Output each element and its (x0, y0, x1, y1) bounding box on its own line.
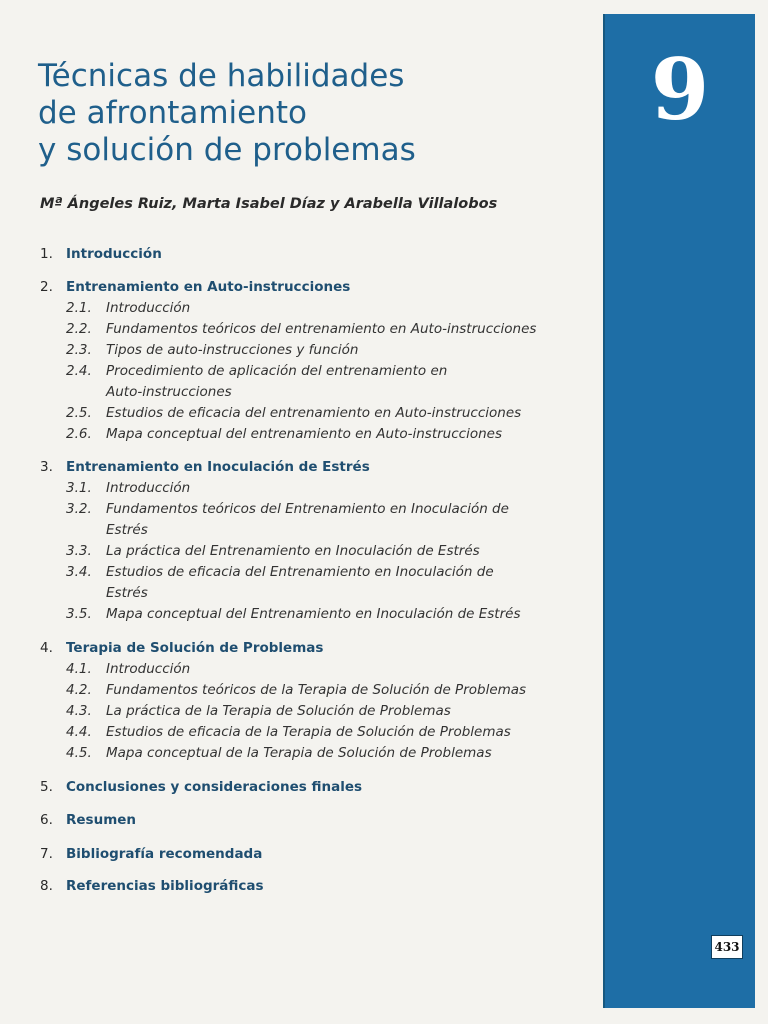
toc-section-label: Entrenamiento en Auto-instrucciones (66, 279, 351, 295)
toc-subsection-label: Introducción (106, 661, 191, 677)
toc-subsection (66, 682, 526, 698)
toc-subsection-label: La práctica de la Terapia de Solución de Problemas (106, 703, 451, 719)
toc-section-number: 7. (40, 846, 53, 862)
toc-subsection (66, 564, 494, 580)
toc-section (40, 459, 370, 475)
toc-subsection (66, 426, 502, 442)
toc-section (40, 779, 362, 795)
toc-subsection-number: 4.4. (66, 724, 92, 740)
toc-subsection-number: 2.6. (66, 426, 92, 442)
toc-subsection-number: 4.5. (66, 745, 92, 761)
toc-subsection (66, 703, 451, 719)
chapter-title-line: Técnicas de habilidades (38, 58, 405, 94)
toc-section-label: Entrenamiento en Inoculación de Estrés (66, 459, 370, 475)
toc-subsection-number: 3.5. (66, 606, 92, 622)
toc-subsection (66, 321, 536, 337)
toc-section (40, 640, 323, 656)
toc-subsection-number: 4.1. (66, 661, 92, 677)
toc-section-label: Referencias bibliográficas (66, 878, 264, 894)
chapter-title-line: de afrontamiento (38, 95, 307, 131)
toc-section-label: Terapia de Solución de Problemas (66, 640, 324, 656)
chapter-authors: Mª Ángeles Ruiz, Marta Isabel Díaz y Arabella Villalobos (40, 196, 498, 212)
chapter-number: 9 (650, 40, 710, 139)
toc-subsection-label: Mapa conceptual del Entrenamiento en Inoculación de Estrés (106, 606, 521, 622)
toc-subsection (66, 501, 509, 517)
toc-subsection-number: 3.1. (66, 480, 92, 496)
toc-section-label: Resumen (66, 812, 137, 828)
toc-subsection (66, 405, 521, 421)
toc-subsection-number: 3.3. (66, 543, 92, 559)
chapter-sidebar (603, 14, 755, 1008)
toc-subsection-number: 2.3. (66, 342, 92, 358)
toc-subsection-label: Estudios de eficacia del Entrenamiento en Inoculación de (106, 564, 494, 580)
toc-subsection-number: 2.1. (66, 300, 92, 316)
toc-subsection-continuation: Estrés (106, 585, 148, 601)
toc-subsection-continuation: Auto-instrucciones (106, 384, 232, 400)
toc-subsection-number: 2.4. (66, 363, 92, 379)
toc-subsection-label: La práctica del Entrenamiento en Inoculación de Estrés (106, 543, 480, 559)
toc-section-label: Bibliografía recomendada (66, 846, 263, 862)
toc-section-number: 2. (40, 279, 53, 295)
toc-subsection-label: Introducción (106, 480, 191, 496)
toc-section-number: 5. (40, 779, 53, 795)
toc-section-number: 6. (40, 812, 53, 828)
toc-subsection-label: Mapa conceptual de la Terapia de Solución de Problemas (106, 745, 492, 761)
toc-subsection (66, 606, 521, 622)
toc-subsection (66, 480, 190, 496)
toc-subsection (66, 543, 480, 559)
toc-subsection-label: Mapa conceptual del entrenamiento en Auto-instrucciones (106, 426, 502, 442)
toc-subsection (66, 363, 447, 379)
toc-subsection-number: 3.2. (66, 501, 92, 517)
toc-section (40, 812, 136, 828)
toc-section (40, 246, 162, 262)
toc-section-label: Introducción (66, 246, 162, 262)
toc-section-number: 1. (40, 246, 53, 262)
toc-subsection (66, 300, 190, 316)
chapter-title-line: y solución de problemas (38, 132, 416, 168)
toc-subsection-label: Fundamentos teóricos del Entrenamiento en Inoculación de (106, 501, 509, 517)
toc-subsection-label: Estudios de eficacia de la Terapia de Solución de Problemas (106, 724, 511, 740)
toc-subsection-number: 3.4. (66, 564, 92, 580)
toc-subsection (66, 724, 511, 740)
toc-subsection-number: 2.5. (66, 405, 92, 421)
toc-subsection-label: Tipos de auto-instrucciones y función (106, 342, 359, 358)
toc-subsection-number: 4.2. (66, 682, 92, 698)
toc-subsection (66, 745, 492, 761)
toc-subsection-label: Fundamentos teóricos del entrenamiento en Auto-instrucciones (106, 321, 537, 337)
page-number: 433 (711, 935, 743, 959)
toc-section-label: Conclusiones y consideraciones finales (66, 779, 363, 795)
toc-section (40, 846, 262, 862)
toc-subsection-label: Estudios de eficacia del entrenamiento en Auto-instrucciones (106, 405, 522, 421)
toc-section-number: 4. (40, 640, 53, 656)
toc-section-number: 3. (40, 459, 53, 475)
toc-section-number: 8. (40, 878, 53, 894)
toc-section (40, 878, 264, 894)
toc-subsection-label: Introducción (106, 300, 191, 316)
toc-subsection-number: 4.3. (66, 703, 92, 719)
toc-subsection (66, 661, 190, 677)
toc-section (40, 279, 350, 295)
toc-subsection-label: Fundamentos teóricos de la Terapia de Solución de Problemas (106, 682, 527, 698)
toc-subsection-number: 2.2. (66, 321, 92, 337)
toc-subsection-label: Procedimiento de aplicación del entrenamiento en (106, 363, 448, 379)
chapter-title (38, 58, 598, 169)
toc-subsection (66, 342, 359, 358)
toc-subsection-continuation: Estrés (106, 522, 148, 538)
